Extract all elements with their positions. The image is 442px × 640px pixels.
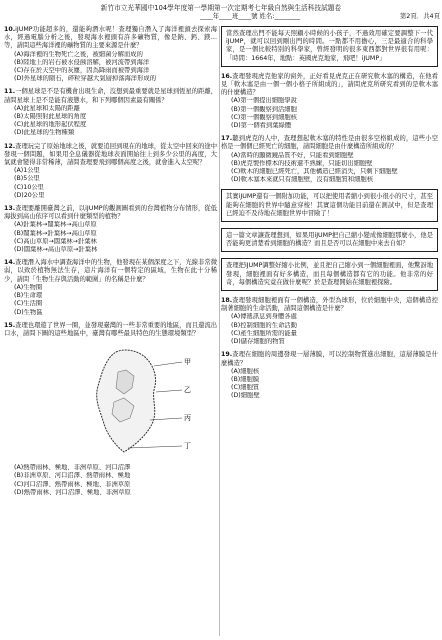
- option[interactable]: (B)闊葉林→針葉林→高山草原: [14, 229, 97, 237]
- story-box-1: 當然查理出門不能每天照顧小時候的小孩子，不過效用確定要調整下一代iJUMP，就可以回到剛出門的時間。一點都不用擔心，三是最適合的科學家，是一個比較特別的科學家，曾經發明的很多東西都對世界很有用呢：「時間：1664年，地點：英國虎克地家，飛吧！iJUMP」: [221, 26, 438, 67]
- option[interactable]: (C)高山草原→闊葉林→針葉林: [14, 237, 97, 245]
- option[interactable]: (B)生命環: [14, 292, 43, 300]
- story-box-4: 查理把iJUMP調整好縮小比例，並且把自己縮小到一個細胞裡面，他驚訝地發現，細胞裡面有好多構造，而且每個構造都有它的功能。他非常的好奇，每個構造究竟在做什麼呢？於是查理開始在細胞裡探險。: [221, 258, 438, 291]
- option[interactable]: (A)當時的顯微鏡品質不好，只能看到細胞壁: [231, 151, 354, 159]
- option[interactable]: (B)細胞膜: [231, 375, 260, 383]
- option[interactable]: (A)傳遞訊息到身體各處: [231, 313, 297, 321]
- option[interactable]: (D)軟木塞本來就只有細胞壁，沒有細胞質和細胞核: [231, 176, 373, 184]
- option[interactable]: (C)此星球的地形起伏程度: [14, 121, 87, 129]
- question-17: 17.聽到虎克的人中，查理想起軟木塞的特性是由很多空格組成的，這些小空格是一個個已經死亡的細胞，請問細胞是由什麼構造所組成的？ (A)當時的顯微鏡品質不好，只能看到細胞壁 (B)虎克製作標本的技術還不熟練，只能切出細胞壁 (C)軟木的細胞已經死亡，其他構造已經消失，只剩下細胞壁 (D)軟木塞本來就只有細胞壁，沒有細胞質和細胞核: [221, 135, 438, 184]
- taiwan-map-figure: [54, 342, 204, 460]
- option[interactable]: (C)產生細胞所需的能量: [231, 329, 297, 337]
- left-column: [4, 26, 217, 502]
- option[interactable]: (C)細胞質: [231, 384, 260, 392]
- question-14: 14.查理潛入海水中調查海洋中的生物，他發現在某個深度之下，光線非常微弱，以致於植物無法生存，這片海洋有一個特定的區域，生物在此十分稀少，請問「生物生存與活動的範圍」的名稱是什麼？ (A)生物圈 (B)生命環 (C)生活圈 (D)生物區: [4, 259, 217, 316]
- option[interactable]: (D)熱帶雨林、河口沼澤、極地、非洲草原: [14, 488, 131, 496]
- option[interactable]: (C)生活圈: [14, 300, 43, 308]
- option[interactable]: (A)1公里: [14, 167, 40, 175]
- column-divider: [219, 26, 220, 636]
- exam-title: 新竹市立光華國中104學年度第一學期第一次定期考七年級自然與生活科技試題卷: [100, 4, 342, 12]
- option[interactable]: (B)控制細胞的生命活動: [231, 321, 297, 329]
- option[interactable]: (B)虎克製作標本的技術還不熟練，只能切出細胞壁: [231, 159, 373, 167]
- option[interactable]: (A)熱帶雨林、極地、非洲草原、河口沼澤: [14, 464, 131, 472]
- option[interactable]: (B)第一個觀察到活細胞: [231, 105, 297, 113]
- option[interactable]: (D)細胞壁: [231, 392, 260, 400]
- page-info: 第2頁．共4頁: [399, 12, 440, 20]
- option[interactable]: (A)細胞核: [231, 367, 260, 375]
- question-10: 10.iJUMP功能超多的，還能夠潛水呢！查理獨自潛入了海洋裡頭去探索海水，經過電腦分析之後，發現海水裡頭有許多礦物質，像是鈉、鈣、鎂…等，請問這些海洋裡的礦物質的主要來源是什麼？ (A)海洋裡的生物死亡之後，被細菌分解而成的 (B)陸地上的岩石被水侵蝕溶解，被河流帶到海洋 (C)存在於天空中的灰塵，因為降雨而被帶到海洋 (D)外星球的隕石，碎粒穿越大氣層掉落海洋形成的: [4, 26, 217, 83]
- map-label-b: 乙: [184, 386, 191, 395]
- option[interactable]: (C)存在於天空中的灰塵，因為降雨而被帶到海洋: [14, 67, 150, 75]
- option[interactable]: (B)5公里: [14, 175, 40, 183]
- option[interactable]: (D)儲存細胞的物質: [231, 338, 285, 346]
- option[interactable]: (A)海洋裡的生物死亡之後，被細菌分解而成的: [14, 50, 143, 58]
- question-12: 12.查理玩完了原始地球之後，就要追回到現在的地球，從太空中回來的途中發現一個問題，如果用全息儀器從地球表面開始往上到多少公里的高度，大氣就會變得非常稀薄，請問查理要飛到哪個高度之後，就會進入太空呢？ (A)1公里 (B)5公里 (C)10公里 (D)20公里: [4, 142, 217, 199]
- option[interactable]: (C)軟木的細胞已經死亡，其他構造已經消失，只剩下細胞壁: [231, 168, 398, 176]
- option[interactable]: (C)第一個觀察到細胞核: [231, 113, 297, 121]
- right-column: [221, 26, 438, 406]
- option[interactable]: (B)太陽照射此星球的角度: [14, 113, 87, 121]
- option[interactable]: (C)10公里: [14, 183, 44, 191]
- option[interactable]: (A)生物圈: [14, 283, 43, 291]
- option[interactable]: (D)生物區: [14, 308, 43, 316]
- option[interactable]: (D)第一個看到葉綠體: [231, 122, 292, 130]
- class-line: ____年____班____號 姓名:________: [200, 12, 301, 20]
- option[interactable]: (A)此星球和太陽的距離: [14, 104, 80, 112]
- option[interactable]: (A)針葉林→闊葉林→高山草原: [14, 221, 97, 229]
- option[interactable]: (D)外星球的隕石，碎粒穿越大氣層掉落海洋形成的: [14, 75, 156, 83]
- question-19: 19.查理在細胞的周邊發現一層薄膜，可以控制物質進出細胞，這層薄膜是什麼構造？ (A)細胞核 (B)細胞膜 (C)細胞質 (D)細胞壁: [221, 351, 438, 400]
- taiwan-map-illustration: [54, 342, 204, 460]
- option[interactable]: (B)非洲草原、河口沼澤、熱帶雨林、極地: [14, 472, 131, 480]
- story-box-3: 這一篇文章讓查理想到，如果用iJUMP把自己縮小變成像細胞那麼小，他是否能夠更清楚看到細胞的構造？而且是否可以在細胞中來去自如？: [221, 228, 438, 252]
- map-label-d: 丁: [184, 442, 191, 451]
- exam-class-line: [200, 11, 440, 20]
- question-16: 16.查理發現虎克他家的窗外，正好看見虎克正在研究軟木塞的構造，在他看見「軟木塞是由一個一個小格子所組成的」，請問虎克所研究看到的是軟木塞的什麼構造？ (A)第一個提出細胞學說 (B)第一個觀察到活細胞 (C)第一個觀察到細胞核 (D)第一個看到葉綠體: [221, 72, 438, 130]
- map-label-a: 甲: [184, 358, 191, 367]
- option[interactable]: (C)河口沼澤、熱帶雨林、極地、非洲草原: [14, 480, 131, 488]
- story-box-2: 其實iJUMP還有一個附加功能，可以把使用者縮小到很小很小的尺寸，甚至能夠在細胞的世界中隨意穿梭！其實這個功能目前還在測試中，但是查理已經迫不及待地在細胞世界中冒險了！: [221, 189, 438, 222]
- option[interactable]: (B)陸地上的岩石被水侵蝕溶解，被河流帶到海洋: [14, 58, 150, 66]
- option[interactable]: (D)闊葉林→高山草原→針葉林: [14, 246, 98, 254]
- question-13: 13.查理要離開臺灣之前，以iJUMP的觀測圖看到的台灣植物分布情形，從低海拔到高山依序可以看到什麼類型的植物？ (A)針葉林→闊葉林→高山草原 (B)闊葉林→針葉林→高山草原 (C)高山草原→闊葉林→針葉林 (D)闊葉林→高山草原→針葉林: [4, 205, 217, 254]
- question-18: 18.查理發現細胞裡面有一個構造，外型為球形，位於細胞中央，這個構造控制著細胞的生命活動，請問這個構造是什麼？ (A)傳遞訊息到身體各處 (B)控制細胞的生命活動 (C)產生細胞所需的能量 (D)儲存細胞的物質: [221, 297, 438, 346]
- option[interactable]: (D)此星球的生物種類: [14, 129, 75, 137]
- option[interactable]: (D)20公里: [14, 191, 45, 199]
- question-11: 11.一個星球是不是有機會出現生命，沒想到最重要就是星球到恆星的距離，請問星球上是不是能有液態水，和下列哪個因素最有關係？ (A)此星球和太陽的距離 (B)太陽照射此星球的角度 (C)此星球的地形起伏程度 (D)此星球的生物種類: [4, 88, 217, 137]
- map-label-c: 丙: [184, 414, 191, 423]
- question-15: 15.查理也環遊了世界一圈，並發現臺灣的一些非常重要的地區，而且還流出口水，請問下圖的這些地區中，臺灣有哪些最具特色的生態環境類型？ 甲 乙 丙 丁 (A)熱帶雨林、極地、非洲草原、河口沼澤 (B)非洲草原、河口沼澤、熱帶雨林、極地 (C)河口沼澤、熱帶雨林、極地、非洲草原 (D)熱帶雨林、河口沼澤、極地、非洲草原: [4, 321, 217, 496]
- option[interactable]: (A)第一個提出細胞學說: [231, 97, 297, 105]
